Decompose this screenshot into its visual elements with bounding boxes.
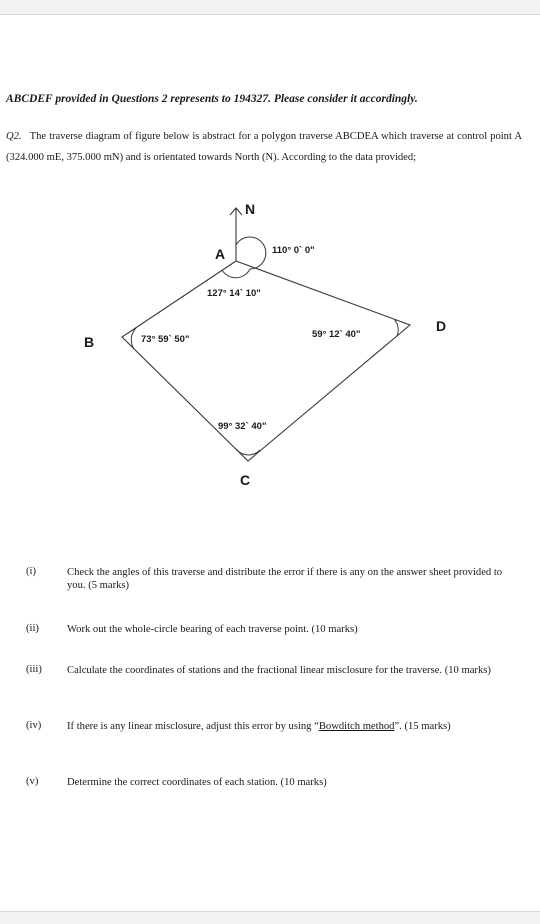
point-d-label: D bbox=[436, 318, 447, 334]
task-number: (iv) bbox=[26, 720, 42, 731]
question-2 bbox=[6, 126, 522, 168]
task-number: (iii) bbox=[26, 664, 42, 675]
header-note: ABCDEF provided in Questions 2 represents to 194327. Please consider it accordingly. bbox=[6, 93, 418, 105]
angle-label-d: 59° 12` 40" bbox=[312, 329, 361, 340]
task-text: Calculate the coordinates of stations and the fractional linear misclosure for the traverse. (10 marks) bbox=[67, 665, 491, 676]
task-number: (v) bbox=[26, 776, 39, 787]
angle-label-b: 73° 59` 50" bbox=[141, 334, 190, 345]
task-number: (i) bbox=[26, 566, 36, 577]
task-number: (ii) bbox=[26, 623, 39, 634]
task-text bbox=[67, 720, 522, 733]
bottom-edge-bar bbox=[0, 911, 540, 924]
angle-arc-d bbox=[394, 319, 398, 336]
task-text: Work out the whole-circle bearing of each traverse point. (10 marks) bbox=[67, 624, 358, 635]
task-text: Check the angles of this traverse and distribute the error if there is any on the answer sheet provided to you. (5 marks) bbox=[67, 567, 503, 591]
angle-arc-a bbox=[222, 269, 250, 278]
angle-label-a: 127° 14` 10" bbox=[207, 288, 261, 299]
traverse-diagram bbox=[0, 195, 540, 495]
point-c-label: C bbox=[240, 472, 251, 488]
point-a-label: A bbox=[215, 246, 226, 262]
task-text-before: If there is any linear misclosure, adjust this error by using “ bbox=[67, 721, 319, 732]
question-number: Q2. bbox=[6, 131, 22, 142]
angle-label-north: 110° 0` 0" bbox=[272, 245, 315, 256]
angle-label-c: 99° 32` 40" bbox=[218, 421, 267, 432]
angle-arc-b bbox=[131, 328, 136, 349]
question-text: The traverse diagram of figure below is abstract for a polygon traverse ABCDEA which traverse at control point A (324.000 mE, 375.000 mN) and is orientated towards North (N). According to the data provided; bbox=[6, 131, 522, 163]
angle-arc-north bbox=[236, 237, 266, 269]
top-edge-bar bbox=[0, 0, 540, 15]
bowditch-method-link[interactable]: Bowditch method bbox=[318, 721, 395, 732]
task-text-after: ”. (15 marks) bbox=[394, 721, 451, 732]
north-label: N bbox=[245, 201, 256, 217]
point-b-label: B bbox=[84, 334, 95, 350]
task-text: Determine the correct coordinates of each station. (10 marks) bbox=[67, 777, 327, 788]
